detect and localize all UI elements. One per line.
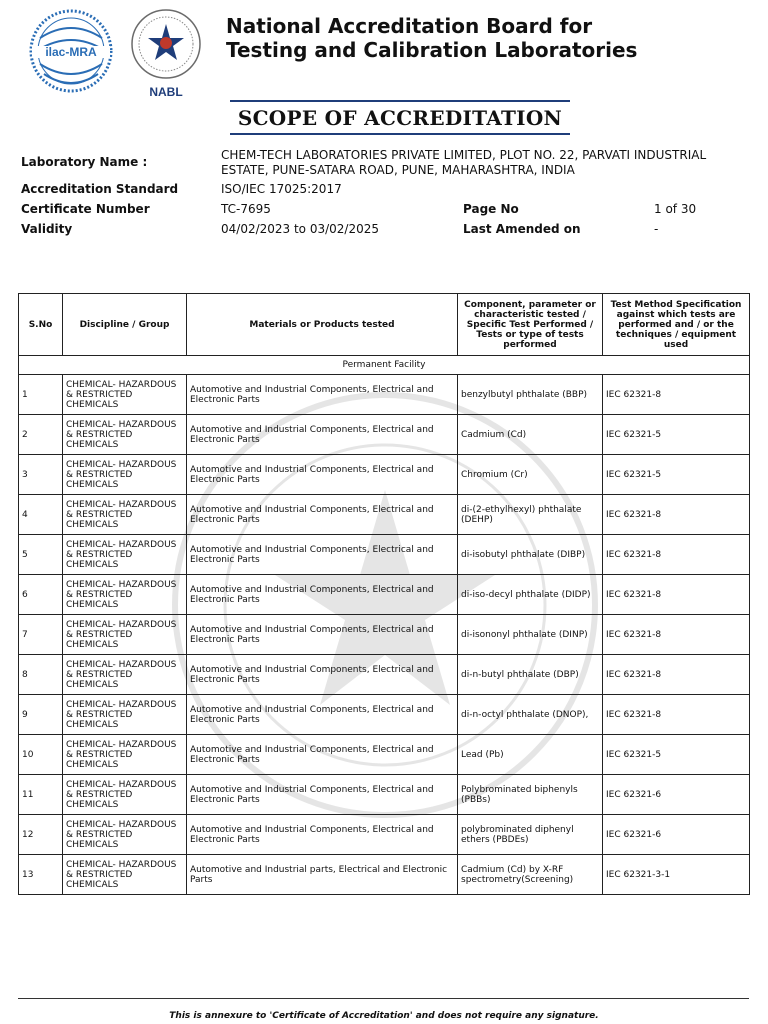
cell-component: Polybrominated biphenyls (PBBs) (458, 775, 603, 815)
table-body (19, 356, 750, 895)
cell-component: Lead (Pb) (458, 735, 603, 775)
cell-discipline: CHEMICAL- HAZARDOUS & RESTRICTED CHEMICALS (63, 815, 187, 855)
validity-label: Validity (21, 222, 73, 236)
cell-materials: Automotive and Industrial Components, Electrical and Electronic Parts (187, 775, 458, 815)
cell-sno: 6 (19, 575, 63, 615)
cell-discipline: CHEMICAL- HAZARDOUS & RESTRICTED CHEMICALS (63, 415, 187, 455)
header-method: Test Method Specification against which tests are performed and / or the techniques / equipment used (603, 294, 750, 356)
table-header-row (19, 294, 750, 356)
cell-component: benzylbutyl phthalate (BBP) (458, 375, 603, 415)
board-title-line-1: National Accreditation Board for (226, 14, 593, 38)
cell-materials: Automotive and Industrial Components, Electrical and Electronic Parts (187, 415, 458, 455)
document-header (0, 0, 768, 100)
cell-method: IEC 62321-6 (603, 775, 750, 815)
table-row (19, 735, 750, 775)
table-row (19, 415, 750, 455)
cell-materials: Automotive and Industrial Components, Electrical and Electronic Parts (187, 695, 458, 735)
cell-method: IEC 62321-6 (603, 815, 750, 855)
footer-rule (18, 998, 749, 999)
cell-sno: 3 (19, 455, 63, 495)
cell-component: di-iso-decyl phthalate (DIDP) (458, 575, 603, 615)
cell-materials: Automotive and Industrial Components, Electrical and Electronic Parts (187, 655, 458, 695)
cell-materials: Automotive and Industrial parts, Electrical and Electronic Parts (187, 855, 458, 895)
scope-title: SCOPE OF ACCREDITATION (237, 106, 563, 130)
cell-discipline: CHEMICAL- HAZARDOUS & RESTRICTED CHEMICALS (63, 375, 187, 415)
cell-component: Cadmium (Cd) (458, 415, 603, 455)
cell-sno: 10 (19, 735, 63, 775)
cell-discipline: CHEMICAL- HAZARDOUS & RESTRICTED CHEMICALS (63, 575, 187, 615)
cell-sno: 1 (19, 375, 63, 415)
cell-component: polybrominated diphenyl ethers (PBDEs) (458, 815, 603, 855)
table-row (19, 575, 750, 615)
validity-value: 04/02/2023 to 03/02/2025 (221, 222, 380, 236)
scope-bottom-rule (230, 133, 570, 135)
cell-method: IEC 62321-8 (603, 375, 750, 415)
cell-method: IEC 62321-8 (603, 495, 750, 535)
table-row (19, 375, 750, 415)
cell-method: IEC 62321-5 (603, 415, 750, 455)
cell-component: di-isobutyl phthalate (DIBP) (458, 535, 603, 575)
facility-label: Permanent Facility (19, 356, 750, 375)
cell-materials: Automotive and Industrial Components, Electrical and Electronic Parts (187, 495, 458, 535)
board-title (226, 14, 637, 62)
standard-value: ISO/IEC 17025:2017 (221, 182, 342, 196)
cell-method: IEC 62321-8 (603, 535, 750, 575)
page-label: Page No (463, 202, 519, 216)
cell-method: IEC 62321-5 (603, 735, 750, 775)
cell-method: IEC 62321-3-1 (603, 855, 750, 895)
standard-label: Accreditation Standard (21, 182, 179, 196)
nabl-logo (130, 8, 210, 104)
cell-method: IEC 62321-5 (603, 455, 750, 495)
cell-sno: 7 (19, 615, 63, 655)
certificate-label: Certificate Number (21, 202, 150, 216)
ilac-mra-logo (28, 8, 114, 98)
lab-name-label: Laboratory Name : (21, 155, 148, 169)
cell-method: IEC 62321-8 (603, 575, 750, 615)
cell-component: di-(2-ethylhexyl) phthalate (DEHP) (458, 495, 603, 535)
scope-table (18, 293, 750, 895)
cell-component: di-n-octyl phthalate (DNOP), (458, 695, 603, 735)
cell-component: Chromium (Cr) (458, 455, 603, 495)
cell-materials: Automotive and Industrial Components, Electrical and Electronic Parts (187, 615, 458, 655)
cell-component: di-n-butyl phthalate (DBP) (458, 655, 603, 695)
board-title-line-2: Testing and Calibration Laboratories (226, 38, 638, 62)
table-row (19, 455, 750, 495)
table-row (19, 535, 750, 575)
cell-materials: Automotive and Industrial Components, Electrical and Electronic Parts (187, 815, 458, 855)
footer-note: This is annexure to 'Certificate of Accreditation' and does not require any signature. (169, 1011, 599, 1021)
table-row (19, 655, 750, 695)
table-row (19, 855, 750, 895)
cell-discipline: CHEMICAL- HAZARDOUS & RESTRICTED CHEMICALS (63, 775, 187, 815)
cell-component: Cadmium (Cd) by X-RF spectrometry(Screening) (458, 855, 603, 895)
amended-label: Last Amended on (463, 222, 581, 236)
cell-sno: 2 (19, 415, 63, 455)
cell-materials: Automotive and Industrial Components, Electrical and Electronic Parts (187, 375, 458, 415)
cell-method: IEC 62321-8 (603, 615, 750, 655)
cell-sno: 13 (19, 855, 63, 895)
cell-discipline: CHEMICAL- HAZARDOUS & RESTRICTED CHEMICALS (63, 615, 187, 655)
header-component: Component, parameter or characteristic tested / Specific Test Performed / Tests or type of tests performed (458, 294, 603, 356)
cell-discipline: CHEMICAL- HAZARDOUS & RESTRICTED CHEMICALS (63, 535, 187, 575)
lab-name-line-1: CHEM-TECH LABORATORIES PRIVATE LIMITED, PLOT NO. 22, PARVATI INDUSTRIAL (221, 148, 707, 162)
cell-discipline: CHEMICAL- HAZARDOUS & RESTRICTED CHEMICALS (63, 695, 187, 735)
amended-value: - (654, 222, 659, 236)
cell-sno: 5 (19, 535, 63, 575)
table-row (19, 775, 750, 815)
table-row (19, 815, 750, 855)
cell-materials: Automotive and Industrial Components, Electrical and Electronic Parts (187, 735, 458, 775)
scope-title-block (230, 100, 570, 135)
page-value: 1 of 30 (654, 202, 697, 216)
cell-sno: 8 (19, 655, 63, 695)
nabl-logo-text: NABL (149, 85, 183, 99)
cell-discipline: CHEMICAL- HAZARDOUS & RESTRICTED CHEMICALS (63, 855, 187, 895)
certificate-value: TC-7695 (221, 202, 271, 216)
table-row (19, 615, 750, 655)
cell-method: IEC 62321-8 (603, 655, 750, 695)
cell-discipline: CHEMICAL- HAZARDOUS & RESTRICTED CHEMICALS (63, 495, 187, 535)
table-row (19, 495, 750, 535)
header-materials: Materials or Products tested (187, 294, 458, 356)
cell-materials: Automotive and Industrial Components, Electrical and Electronic Parts (187, 455, 458, 495)
cell-discipline: CHEMICAL- HAZARDOUS & RESTRICTED CHEMICALS (63, 455, 187, 495)
table-row (19, 695, 750, 735)
header-discipline: Discipline / Group (63, 294, 187, 356)
cell-discipline: CHEMICAL- HAZARDOUS & RESTRICTED CHEMICALS (63, 735, 187, 775)
cell-sno: 9 (19, 695, 63, 735)
cell-materials: Automotive and Industrial Components, Electrical and Electronic Parts (187, 535, 458, 575)
ilac-logo-text: ilac-MRA (45, 45, 97, 59)
facility-row (19, 356, 750, 375)
cell-component: di-isononyl phthalate (DINP) (458, 615, 603, 655)
header-sno: S.No (19, 294, 63, 356)
cell-sno: 4 (19, 495, 63, 535)
cell-sno: 11 (19, 775, 63, 815)
cell-discipline: CHEMICAL- HAZARDOUS & RESTRICTED CHEMICALS (63, 655, 187, 695)
cell-materials: Automotive and Industrial Components, Electrical and Electronic Parts (187, 575, 458, 615)
lab-name-line-2: ESTATE, PUNE-SATARA ROAD, PUNE, MAHARASHTRA, INDIA (221, 163, 575, 177)
cell-method: IEC 62321-8 (603, 695, 750, 735)
cell-sno: 12 (19, 815, 63, 855)
